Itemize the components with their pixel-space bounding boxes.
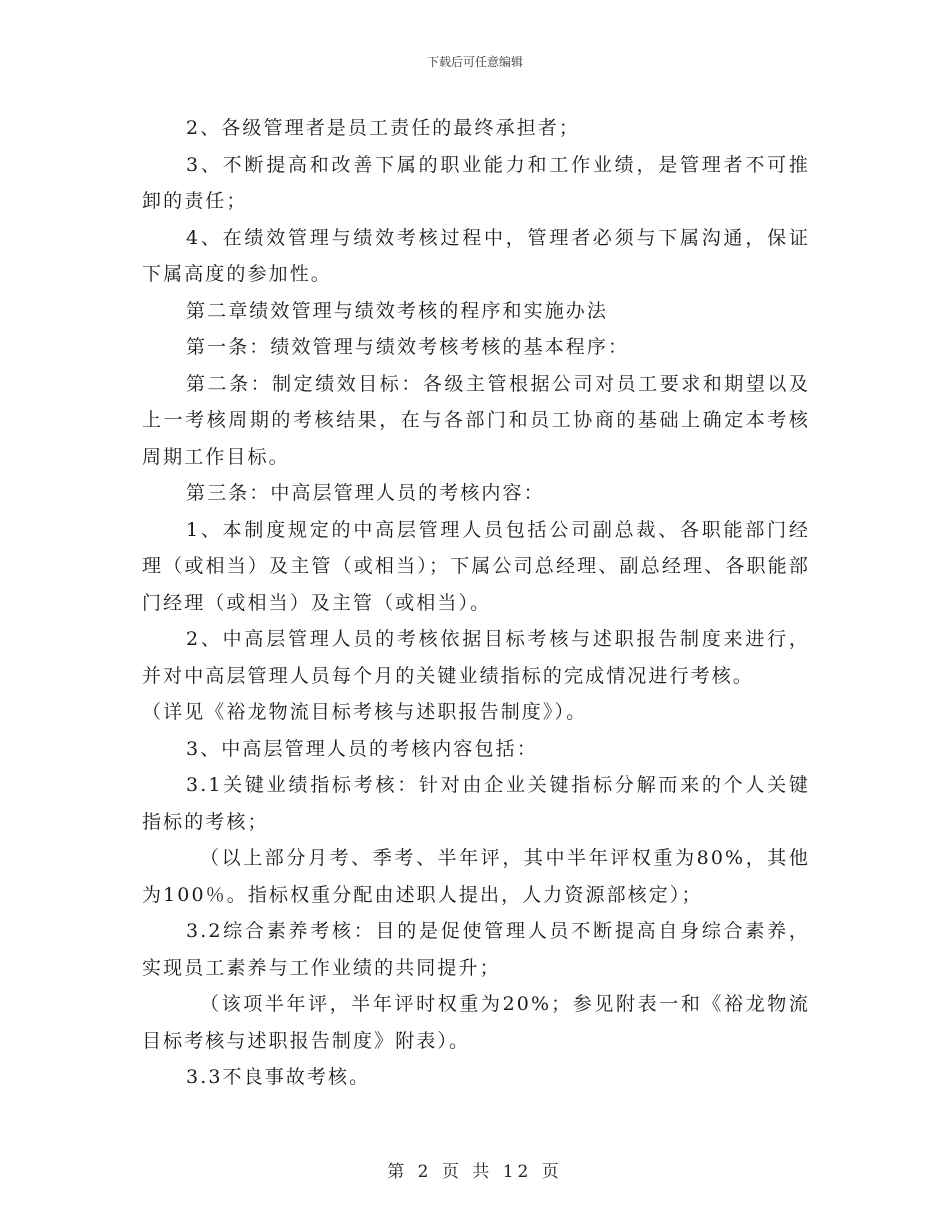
paragraph-responsibility-4: 4、在绩效管理与绩效考核过程中，管理者必须与下属沟通，保证下属高度的参加性。 <box>142 226 810 285</box>
paragraph-reference: （详见《裕龙物流目标考核与述职报告制度》）。 <box>142 701 588 723</box>
document-body <box>142 110 810 1096</box>
article-2: 第二条：制定绩效目标：各级主管根据公司对员工要求和期望以及上一考核周期的考核结果，在与各部门和员工协商的基础上确定本考核周期工作目标。 <box>142 372 810 468</box>
paragraph-responsibility-2: 2、各级管理者是员工责任的最终承担者； <box>186 117 580 139</box>
paragraph-quality-3-2: 3.2综合素养考核：目的是促使管理人员不断提高自身综合素养，实现员工素养与工作业绩的共同提升； <box>142 920 810 979</box>
paragraph-kpi-weight-note: （以上部分月考、季考、半年评，其中半年评权重为80%，其他为100％。指标权重分配由述职人提出，人力资源部核定）； <box>142 847 810 906</box>
paragraph-responsibility-3: 3、不断提高和改善下属的职业能力和工作业绩，是管理者不可推卸的责任； <box>142 153 810 212</box>
paragraph-quality-weight-note: （该项半年评，半年评时权重为20%；参见附表一和《裕龙物流目标考核与述职报告制度》附表）。 <box>142 993 810 1052</box>
article-3: 第三条：中高层管理人员的考核内容： <box>186 482 545 504</box>
paragraph-kpi-3-1: 3.1关键业绩指标考核：针对由企业关键指标分解而来的个人关键指标的考核； <box>142 774 810 833</box>
paragraph-basis-2: 2、中高层管理人员的考核依据目标考核与述职报告制度来进行，并对中高层管理人员每个月的关键业绩指标的完成情况进行考核。 <box>142 628 810 687</box>
page-number-footer: 第 2 页 共 12 页 <box>387 1162 563 1182</box>
article-1: 第一条：绩效管理与绩效考核考核的基本程序： <box>186 336 630 358</box>
paragraph-scope-1: 1、本制度规定的中高层管理人员包括公司副总裁、各职能部门经理（或相当）及主管（或相当）；下属公司总经理、副总经理、各职能部门经理（或相当）及主管（或相当）。 <box>142 518 810 614</box>
paragraph-incident-3-3: 3.3不良事故考核。 <box>186 1066 371 1088</box>
chapter-heading: 第二章绩效管理与绩效考核的程序和实施办法 <box>186 299 609 322</box>
page-header-note: 下载后可任意编辑 <box>426 55 523 69</box>
paragraph-content-3: 3、中高层管理人员的考核内容包括： <box>186 737 538 760</box>
